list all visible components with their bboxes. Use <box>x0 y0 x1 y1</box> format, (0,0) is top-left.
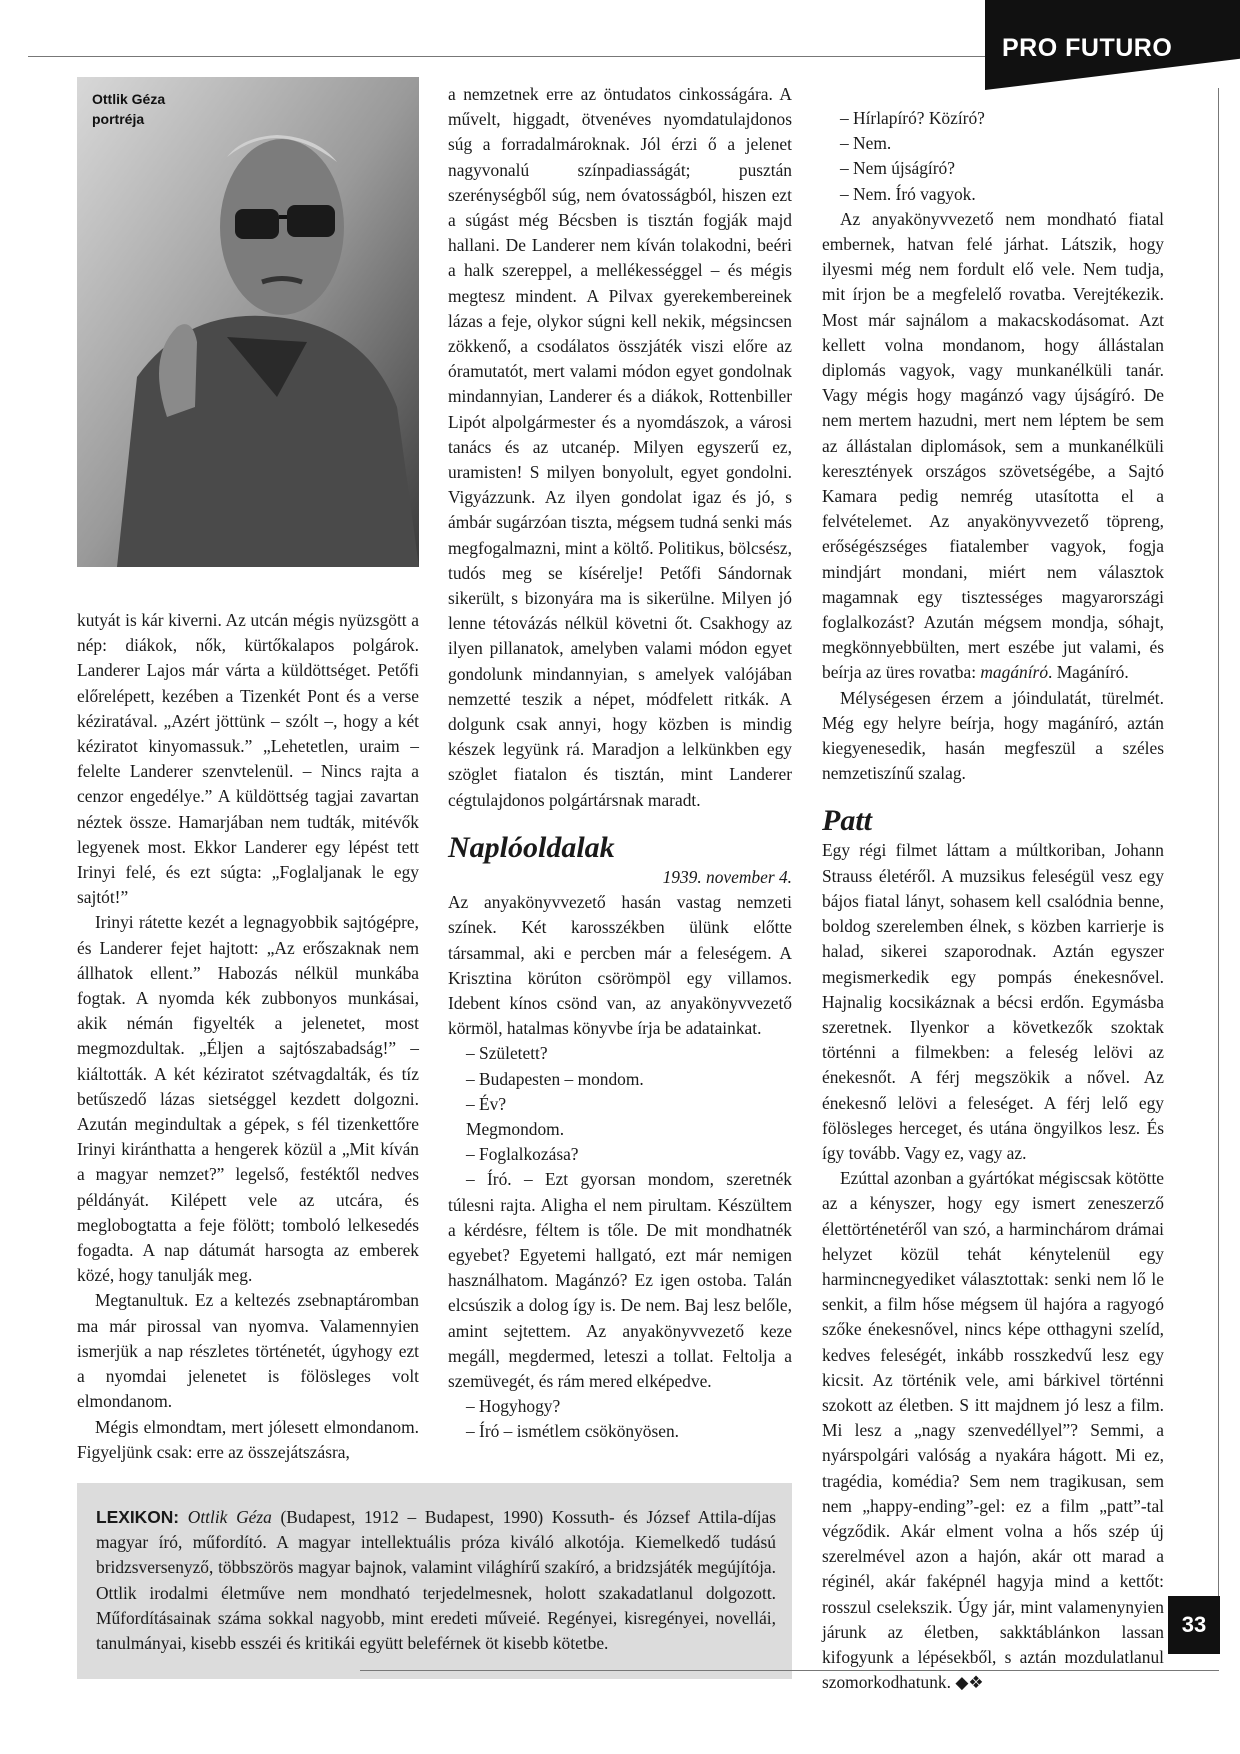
paragraph: Mélységesen érzem a jóindulatát, türelmét. Még egy helyre beírja, hogy magáníró, aztán kiegyenesedik, hasán megfeszül a széles nemzetiszínű szalag. <box>822 687 1164 784</box>
column-1 <box>77 608 419 1465</box>
dialogue-line: – Foglalkozása? <box>466 1144 579 1165</box>
section-heading-naplooldalak: Naplóoldalak <box>448 830 615 864</box>
portrait-illustration <box>77 77 419 567</box>
paragraph: – Író. – Ezt gyorsan mondom, szeretnék túlesni rajta. Aligha el nem pirultam. Készültem a kérdésre, féltem is tőle. De mit mondhatnék egyebet? Egyetemi hallgató, ezt már nemigen használhatom. Magánzó? Ez igen ostoba. Talán elcsúszik a dolog így is. De nem. Baj lesz belőle, amint sejtettem. Az anyakönyvvezető keze megáll, megdermed, leteszi a tollat. Feltolja a szemüvegét, és rám mered elképedve. <box>448 1169 792 1391</box>
column-2 <box>448 82 792 1445</box>
dialogue-line: – Hogyhogy? <box>466 1396 561 1417</box>
dialogue-line: – Hírlapíró? Közíró? <box>840 108 985 128</box>
dialogue-line: – Nem. Író vagyok. <box>840 183 976 204</box>
paragraph <box>822 207 1164 686</box>
paragraph: Az anyakönyvvezető hasán vastag nemzeti színek. Két karosszékben ülünk előtte társammal, aki e percben már a feleségem. A Krisztina körúton csörömpöl egy villamos. Idebent kínos csönd van, az anyakönyvvezető körmöl, hatalmas könyvbe írja be adatainkat. <box>448 892 792 1039</box>
dialogue-line: Megmondom. <box>466 1118 565 1139</box>
dialogue-line: – Nem újságíró? <box>840 158 955 179</box>
diary-date: 1939. november 4. <box>662 866 792 887</box>
lexikon-label: LEXIKON: <box>96 1507 180 1527</box>
lexikon-name: Ottlik Géza <box>187 1507 272 1527</box>
dialogue-line: – Író – ismétlem csökönyösen. <box>466 1421 680 1442</box>
paragraph: Megtanultuk. Ez a keltezés zsebnaptáromban ma már pirossal van nyomva. Valamennyien ismerjük a nap részletes történetét, úgyhogy ezt a nyomdai jelenetet is fölösleges volt elmondanom. <box>77 1290 419 1412</box>
paragraph-text: Ezúttal azonban a gyártókat mégiscsak kötötte az a kényszer, hogy egy ismert zeneszerző élettörténetéről van szó, a harminchárom drámai helyzet közül tehát kénytelenül egy harmincnegyediket választottak: senki nem lő le senkit, a film hőse mégsem ül hajóra a ragyogó szőke énekesnővel, nincs képe otthagyni szelíd, kedves feleségét, inkább rosszkedvű lesz egy kicsit. Az történik vele, ami bárkivel történni szokott az életben. S itt majdnem jó lesz a film. Mi lesz a „nagy szenvedéllyel”? Semmi, a nyárspolgári valóság a nyakára hágott. Mi ez, tragédia, komédia? Sem nem tragikusan, sem nem „happy-ending”-gel: ez a film „patt”-tal végződik. Akár elment volna a hős szép új szerelmével azon a hajón, akár ott marad a réginél, akár faképnél hagyja mind a kettőt: rosszul cselekszik. Úgy jár, mint valamenynyien járunk az életben, sakktáblánkon lassan kifogyunk a lépésekből, s aztán mozdulatlanul szomorkodhatunk. <box>822 1168 1164 1693</box>
bottom-rule <box>360 1670 1219 1671</box>
dialogue-line: – Év? <box>466 1093 507 1114</box>
dialogue-line: – Budapesten – mondom. <box>466 1068 644 1089</box>
section-heading-patt: Patt <box>822 804 872 838</box>
dialogue-line: – Született? <box>466 1043 548 1064</box>
paragraph: a nemzetnek erre az öntudatos cinkosságára. A művelt, higgadt, ötvenéves nyomdatulajdonos súg a forradalmároknak. Jól érzi ő a jelenet nagyvonalú színpadiasságát; pusztán szerénységből súg, nem óvatosságból, hiszen ezt a súgást még Bécsben is tisztán fogják majd hallani. De Landerer nem kíván tolakodni, beéri a halk szereppel, a mellékességgel – és mégis megtesz mindent. A Pilvax gyerekembereinek lázas a feje, olykor súgni kell nekik, mégsincsen zökkenő, a csodálatos összjáték viszi előre az óramutatót, mert valami módon egyet gondolnak mindannyian, Landerer és a diákok, Rottenbiller Lipót alpolgármester és a nyomdászok, a városi tanács és az utcanép. Milyen egyszerű ez, uramisten! S milyen bonyolult, egyet gondolni. Vigyázzunk. Az ilyen gondolat igaz és jó, s ámbár sugárzóan tiszta, mégsem tudná senki más megfogalmazni, mint a költő. Politikus, bölcsész, tudós meg se kísérelje! Petőfi Sándornak sikerült, s bizonyára ma is sikerülne. Milyen jó lenne tétovázás nélkül követni őt. Csakhogy az ilyen pillanatok, amelyben valami módon egyet gondolunk mindannyian, s amelyek valójában nemzetté teszik a népet, módfelett ritkák. A dolgunk csak annyi, hogy közben is mindig készek legyünk rá. Maradjon a lelkünkben egy szöglet fiatalon és tisztán, mint Landerer cégtulajdonos polgártársnak maradt. <box>448 84 792 810</box>
dialogue-line: – Nem. <box>840 133 892 154</box>
section-title: PRO FUTURO <box>1002 34 1173 62</box>
page-number: 33 <box>1168 1596 1220 1654</box>
lexikon-text <box>96 1505 776 1656</box>
paragraph-text: Az anyakönyvvezető nem mondható fiatal embernek, hatvan felé járhat. Látszik, hogy ilyesmi még nem fordult elő vele. Nem tudja, mit írjon be a megfelelő rovatba. Verejtékezik. Most már sajnálom a makacskodásomat. Azt kellett volna mondanom, hogy állástalan diplomás vagyok, vagy munkanélküli tanár. Vagy mégis hogy magánzó vagy újságíró. De nem mertem hazudni, mert nem léptem be sem az állástalan diplomások, sem a munkanélküli keresztények országos szövetségébe, a Sajtó Kamara pedig nemrég utasította el a felvételemet. Az anyakönyvvezető töpreng, erőségészséges fiatalember vagyok, fogja mindjárt mondani, miért nem választok magamnak egy tisztességes magyarországi foglalkozást? Azután mégsem mondja, sóhajt, megkönnyebbülten, mert eszébe jut valami, és beírja az üres rovatba: <box>822 208 1164 683</box>
lexikon-body: (Budapest, 1912 – Budapest, 1990) Kossuth- és József Attila-díjas magyar író, műfordító. A magyar intellektuális próza kiváló alkotója. Kiemelkedő tudású bridzsversenyző, többszörös magyar bajnok, valamint világhírű szakíró, a bridzsjáték megújítója. Ottlik irodalmi életműve nem mondható terjedelmesnek, holott szakadatlanul dolgozott. Műfordításainak száma sokkal nagyobb, mint eredeti műveié. Regényei, kisregényei, novellái, tanulmányai, kisebb esszéi és kritikái együtt beleférnek öt kisebb kötetbe. <box>96 1507 776 1654</box>
paragraph: Irinyi rátette kezét a legnagyobbik sajtógépre, és Landerer fejet hajtott: „Az erőszaknak nem állhatok ellent.” Habozás nélkül munkába fogtak. A nyomda kék zubbonyos munkásai, akik némán figyelték a jelenetet, most megmozdultak. „Éljen a sajtószabadság!” – kiáltották. A két kéziratot szétvagdalták, és tíz betűszedő lázas sietséggel kezdett dolgozni. Azután megindultak a gépek, s fél tizenkettőre Irinyi kiránthatta a hengerek közül a „Mit kíván a magyar nemzet?” legelső, festéktől nedves példányát. Kilépett vele az utcára, és meglobogtatta a feje fölött; tomboló lelkesedés fogadta. A nap dátumát harsogta az emberek közé, hogy tanulják meg. <box>77 912 419 1286</box>
paragraph-end: . Magáníró. <box>1048 662 1129 683</box>
portrait-photo <box>77 77 419 567</box>
paragraph: Egy régi filmet láttam a múltkoriban, Johann Strauss életéről. A muzsikus feleségül vesz egy bájos fiatal lányt, sohasem kell csalódnia benne, boldog szerelemben élnek, s közben karrierje is halad, sikerei szaporodnak. Aztán egyszer megismerkedik egy pompás énekesnővel. Hajnalig kocsikáznak a bécsi erdőn. Egymásba szeretnek. Ilyenkor a következők szoktak történni a filmekben: a feleség lelövi az énekesnőt. A férj megszökik a nővel. Az énekesnő lelövi a feleséget. A férj lelő egy fölösleges herceget, és utána öngyilkos lesz. És így tovább. Vagy ez, vagy az. <box>822 840 1164 1163</box>
paragraph: Mégis elmondtam, mert jólesett elmondanom. Figyeljünk csak: erre az összejátszásra, <box>77 1416 419 1462</box>
photo-caption-line2: portréja <box>92 111 145 127</box>
photo-caption <box>92 89 165 129</box>
end-mark-icon: ◆❖ <box>955 1673 984 1693</box>
header-rule <box>28 56 1008 57</box>
italic-term: magánírό <box>980 662 1049 683</box>
paragraph: kutyát is kár kiverni. Az utcán mégis nyüzsgött a nép: diákok, nők, kürtőkalapos polgárok. Landerer Lajos már várta a küldöttséget. Petőfi előrelépett, kezében a Tizenkét Pont és a verse kéziratával. „Azért jöttünk – szólt –, hogy a két kéziratot kinyomassuk.” „Lehetetlen, uraim – felelte Landerer szenvtelenül. – Nincs rajta a cenzor engedélye.” A küldöttség tagjai zavartan néztek össze. Hamarjában nem tudták, mitévők legyenek most. Ekkor Landerer egy lépést tett Irinyi felé, és ezt súgta: „Foglaljanak le egy sajtót!” <box>77 610 419 908</box>
paragraph <box>822 1166 1164 1695</box>
column-3 <box>822 106 1164 1695</box>
photo-caption-line1: Ottlik Géza <box>92 91 166 107</box>
right-rule <box>1218 88 1219 1650</box>
